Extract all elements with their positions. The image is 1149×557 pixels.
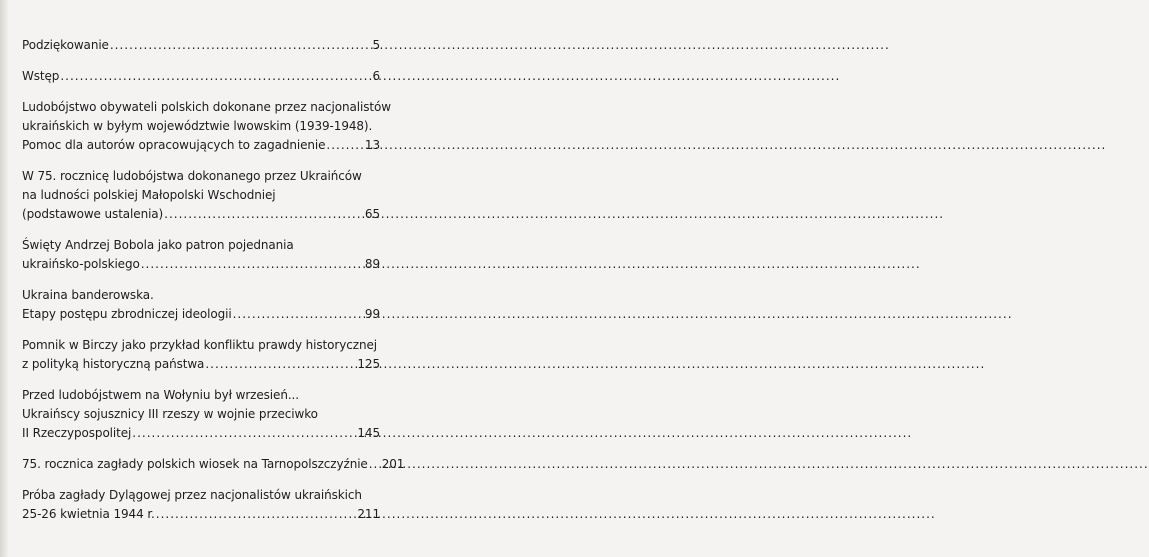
leader-dots bbox=[164, 205, 362, 224]
toc-entry-last-line bbox=[22, 67, 380, 86]
toc-entry-last-line bbox=[22, 505, 380, 524]
toc-page-number: 65 bbox=[364, 207, 380, 221]
toc-entry-ludobojstwo-lwowskie[interactable] bbox=[22, 98, 391, 155]
toc-entry-75-rocznica-ludobojstwa[interactable] bbox=[22, 167, 380, 224]
toc-entry-title: 25-26 kwietnia 1944 r. bbox=[22, 507, 155, 521]
toc-entry-przed-ludobojstwem-na-wolyniu[interactable] bbox=[22, 386, 380, 443]
toc-entry-ukraina-banderowska[interactable] bbox=[22, 286, 380, 324]
toc-page-number: 99 bbox=[364, 307, 380, 321]
toc-entry-title: z polityką historyczną państwa bbox=[22, 357, 205, 371]
toc-entry-dylagowa[interactable] bbox=[22, 486, 380, 524]
toc-entry-title: 75. rocznica zagłady polskich wiosek na Tarnopolszczyźnie bbox=[22, 457, 368, 471]
toc-entry-last-line bbox=[22, 136, 380, 155]
leader-dots bbox=[369, 455, 379, 474]
toc-entry-title: Podziękowanie bbox=[22, 38, 109, 52]
leader-dots bbox=[326, 136, 362, 155]
toc-entry-last-line bbox=[22, 305, 380, 324]
toc-entry-title-line: Ludobójstwo obywateli polskich dokonane przez nacjonalistów bbox=[22, 100, 391, 114]
toc-entry-podziekowanie[interactable] bbox=[22, 36, 380, 55]
toc-entry-title-line: ukraińskich w byłym województwie lwowskim (1939-1948). bbox=[22, 119, 373, 133]
toc-entry-andrzej-bobola[interactable] bbox=[22, 236, 380, 274]
toc-entry-last-line bbox=[22, 355, 380, 374]
toc-page-number: 6 bbox=[372, 69, 380, 83]
toc-entry-title: ukraińsko-polskiego bbox=[22, 257, 140, 271]
toc-entry-last-line bbox=[22, 424, 380, 443]
toc-entry-title-line: Święty Andrzej Bobola jako patron pojednania bbox=[22, 238, 294, 252]
toc-page-number: 211 bbox=[357, 507, 380, 521]
toc-entry-last-line bbox=[22, 455, 405, 474]
toc-page-number: 13 bbox=[364, 138, 380, 152]
table-of-contents bbox=[22, 36, 405, 524]
toc-page-number: 201 bbox=[381, 457, 405, 471]
page-binding-edge bbox=[0, 0, 9, 557]
leader-dots bbox=[60, 67, 369, 86]
toc-entry-last-line bbox=[22, 255, 380, 274]
toc-entry-title: Pomoc dla autorów opracowujących to zagadnienie bbox=[22, 138, 326, 152]
toc-entry-title-line: Ukraina banderowska. bbox=[22, 288, 154, 302]
toc-entry-title-line: Pomnik w Birczy jako przykład konfliktu prawdy historycznej bbox=[22, 338, 377, 352]
toc-entry-pomnik-w-birczy[interactable] bbox=[22, 336, 380, 374]
toc-entry-title-line: Przed ludobójstwem na Wołyniu był wrzesień... bbox=[22, 388, 299, 402]
toc-entry-title-line: Ukraińscy sojusznicy III rzeszy w wojnie przeciwko bbox=[22, 407, 318, 421]
leader-dots bbox=[141, 255, 362, 274]
toc-entry-last-line bbox=[22, 36, 380, 55]
toc-entry-title-line: na ludności polskiej Małopolski Wschodniej bbox=[22, 188, 276, 202]
toc-entry-wstep[interactable] bbox=[22, 67, 380, 86]
leader-dots bbox=[156, 505, 355, 524]
toc-page-number: 5 bbox=[372, 38, 380, 52]
toc-entry-title: (podstawowe ustalenia) bbox=[22, 207, 164, 221]
leader-dots bbox=[110, 36, 370, 55]
toc-page-number: 89 bbox=[364, 257, 380, 271]
toc-entry-tarnopolszczyzna[interactable] bbox=[22, 455, 405, 474]
toc-page-number: 145 bbox=[357, 426, 380, 440]
toc-page-number: 125 bbox=[357, 357, 380, 371]
leader-dots bbox=[233, 305, 362, 324]
toc-entry-title-line: W 75. rocznicę ludobójstwa dokonanego przez Ukraińców bbox=[22, 169, 362, 183]
toc-entry-title: II Rzeczypospolitej bbox=[22, 426, 132, 440]
leader-dots bbox=[132, 424, 354, 443]
toc-entry-last-line bbox=[22, 205, 380, 224]
toc-entry-title: Etapy postępu zbrodniczej ideologii bbox=[22, 307, 232, 321]
toc-entry-title: Wstęp bbox=[22, 69, 60, 83]
leader-dots bbox=[205, 355, 354, 374]
toc-entry-title-line: Próba zagłady Dylągowej przez nacjonalistów ukraińskich bbox=[22, 488, 362, 502]
